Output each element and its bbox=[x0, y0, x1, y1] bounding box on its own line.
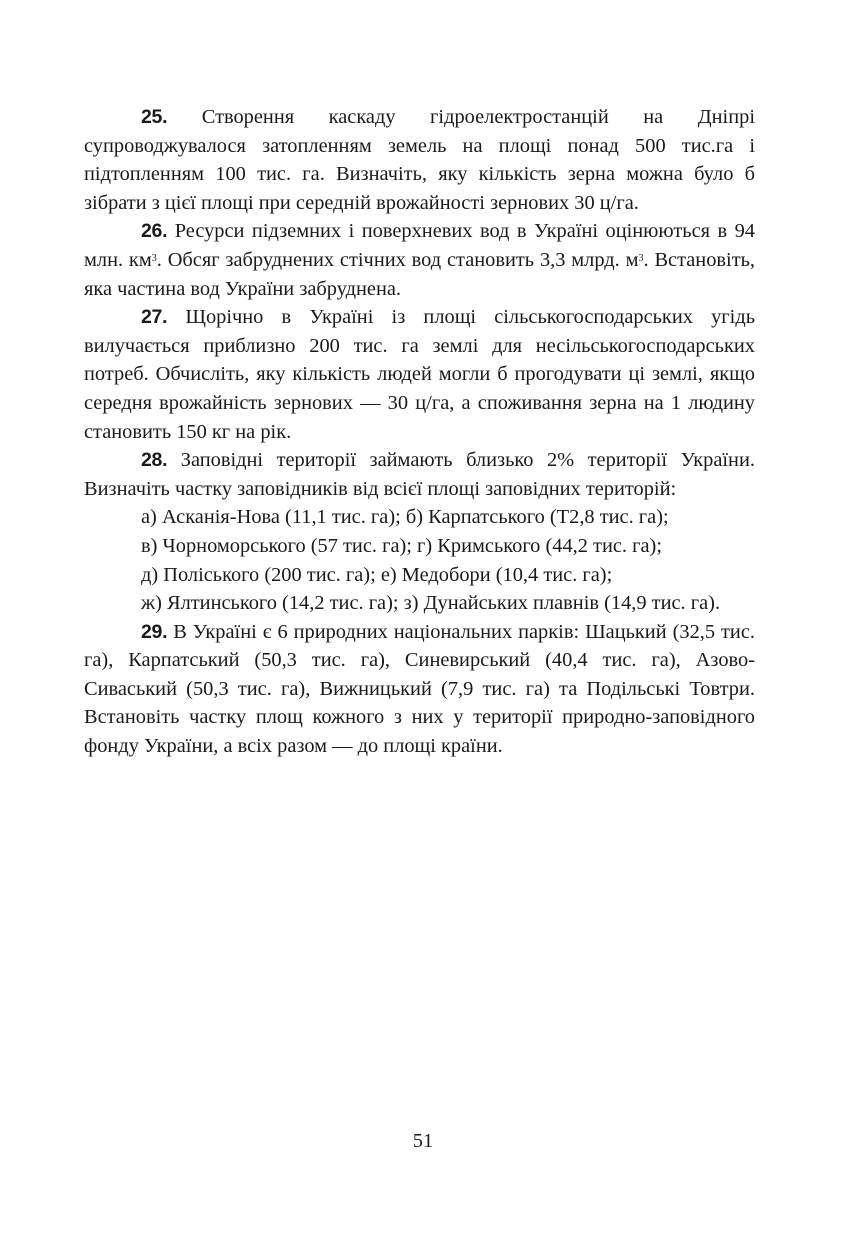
problem-text-part2: . Обсяг забруднених стічних вод становить 3,3 млрд. м bbox=[156, 248, 639, 271]
list-item: а) Асканія-Нова (11,1 тис. га); б) Карпатського (Т2,8 тис. га); bbox=[141, 506, 669, 529]
problem-number: 26. bbox=[141, 220, 168, 243]
problem-text: В Україні є 6 природних національних парків: Шацький (32,5 тис. га), Карпатський (50,3 тис. га), Синевирський (40,4 тис. га), Азово-Сиваський (50,3 тис. га), Вижницький (7,9 тис. га) та Подільські Товтри. Встановіть частку площ кожного з них у території природно-заповідного фонду України, а всіх разом — до площі країни. bbox=[84, 620, 755, 758]
problem-27 bbox=[84, 303, 755, 446]
list-item: в) Чорноморського (57 тис. га); г) Кримського (44,2 тис. га); bbox=[141, 534, 662, 557]
problem-25 bbox=[84, 103, 755, 217]
problem-number: 29. bbox=[141, 620, 168, 643]
problem-28 bbox=[84, 446, 755, 503]
problem-29 bbox=[84, 618, 755, 761]
problem-26 bbox=[84, 217, 755, 303]
problem-text-part3: . Встановіть, яка частина вод України забруднена. bbox=[84, 248, 756, 300]
superscript-cube: 3 bbox=[638, 252, 644, 264]
problem-text-part1: Ресурси підземних і поверхневих вод в Україні оцінюються в 94 млн. км bbox=[84, 220, 755, 271]
list-item: д) Поліського (200 тис. га); е) Медобори (10,4 тис. га); bbox=[141, 563, 613, 586]
problem-number: 28. bbox=[141, 449, 168, 472]
page-number: 51 bbox=[412, 1130, 434, 1152]
problem-text: Заповідні території займають близько 2% території України. Визначіть частку заповідників від всієї площі заповідних територій: bbox=[84, 449, 755, 500]
list-item: ж) Ялтинського (14,2 тис. га); з) Дунайських плавнів (14,9 тис. га). bbox=[141, 592, 721, 615]
problem-number: 25. bbox=[141, 106, 168, 128]
problem-text: Створення каскаду гідроелектростанцій на Дніпрі супроводжувалося затопленням земель на площі понад 500 тис.га і підтопленням 100 тис. га. Визначіть, яку кількість зерна можна було б зібрати з цієї площі при середній врожайності зернових 30 ц/га. bbox=[84, 106, 755, 214]
superscript-cube: 3 bbox=[151, 252, 157, 264]
problem-number: 27. bbox=[141, 306, 168, 329]
page-text bbox=[84, 103, 755, 761]
problem-text: Щорічно в Україні із площі сільськогосподарських угідь вилучається приблизно 200 тис. га землі для несільськогосподарських потреб. Обчисліть, яку кількість людей могли б прогодувати ці землі, якщо середня врожайність зернових — 30 ц/га, а споживання зерна на 1 людину становить 150 кг на рік. bbox=[84, 306, 755, 443]
